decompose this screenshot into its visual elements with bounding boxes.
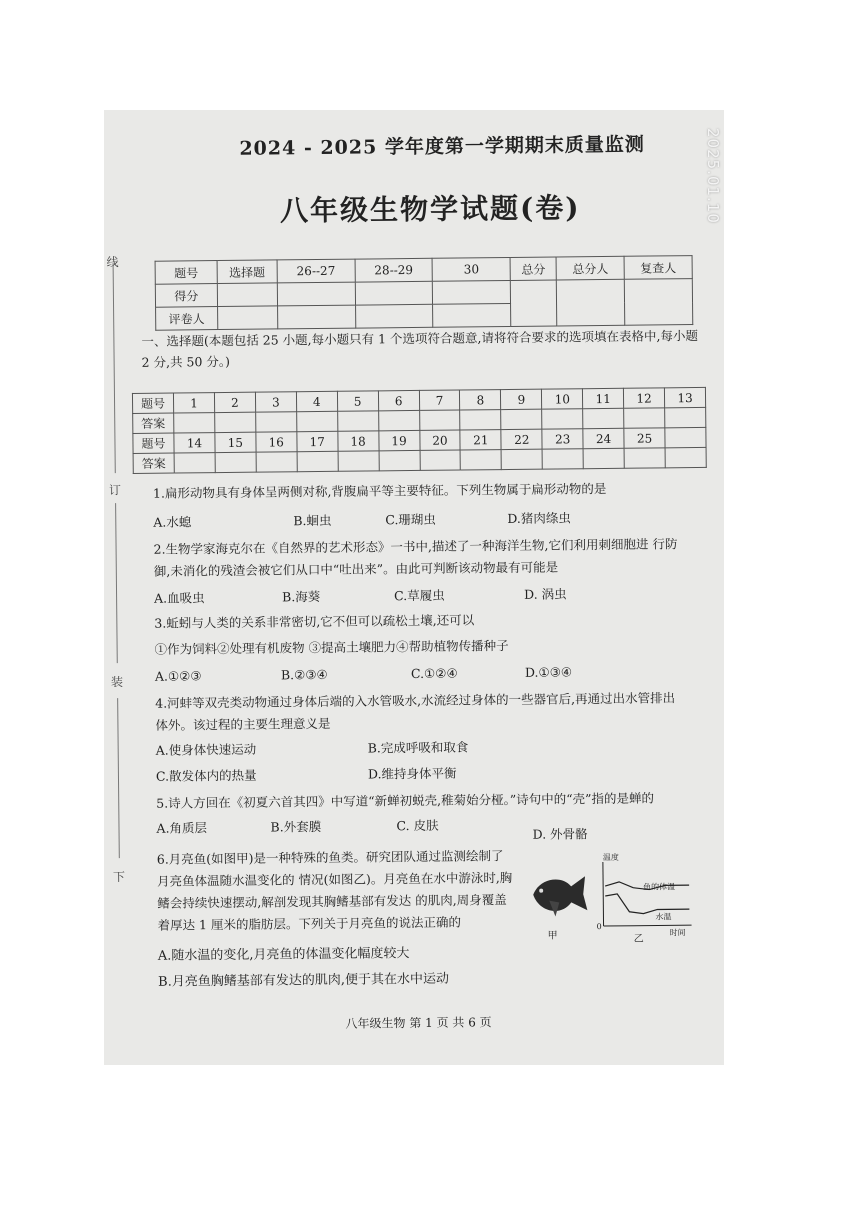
q1-option-c: C.珊瑚虫 [385,511,436,528]
q5-option-d: D. 外骨骼 [532,826,588,842]
grid-number-cell: 2 [214,392,255,412]
q1-option-a: A.水螅 [153,514,192,530]
grid-answer-cell[interactable] [542,449,583,469]
graph-y-label: 温度 [602,852,619,863]
score-cell [355,304,433,328]
question-1-stem: 1.扁形动物具有身体呈两侧对称,背腹扁平等主要特征。下列生物属于扁形动物的是 [152,480,607,501]
grid-number-cell: 25 [624,428,665,448]
grid-label-number: 题号 [133,433,174,453]
question-4-stem: 4.河蚌等双壳类动物通过身体后端的入水管吸水,水流经过身体的一些器官后,再通过出水管排出体外。该过程的主要生理意义是 [155,690,676,733]
page-footer: 八年级生物 第 1 页 共 6 页 [345,1015,492,1031]
q4-option-b: B.完成呼吸和取食 [367,739,469,756]
q5-option-a: A.角质层 [156,820,208,836]
q2-option-d: D. 涡虫 [523,586,567,602]
grid-answer-cell[interactable] [296,411,337,431]
q2-option-b: B.海葵 [282,588,321,605]
grid-answer-cell[interactable] [461,450,502,470]
grid-answer-cell[interactable] [174,413,215,433]
moonfish-figure [527,866,590,927]
q4-option-d: D.维持身体平衡 [367,765,457,782]
q4-option-c: C.散发体内的热量 [155,767,257,784]
label-jia: 甲 [547,930,558,942]
graph-x-axis [604,925,692,926]
q3-option-a: A.①②③ [154,668,202,684]
grid-answer-cell[interactable] [338,451,379,471]
score-table [155,255,694,331]
grid-number-cell: 5 [337,391,378,411]
graph-legend-water: 水温 [655,912,672,922]
grid-number-cell: 7 [419,390,460,410]
moonfish-body [533,876,587,911]
grid-label-answer: 答案 [133,413,174,433]
grid-answer-cell[interactable] [501,409,542,429]
score-row-label: 得分 [155,284,217,308]
score-header: 题号 [155,261,217,285]
scanned-page [104,110,724,1065]
side-mark-ding: 订 [108,483,122,498]
q5-option-c: C. 皮肤 [396,817,439,834]
score-header: 总分 [510,257,557,280]
score-header: 28--29 [355,258,433,282]
answer-grid [132,387,707,474]
q3-option-c: C.①②④ [410,665,458,682]
q1-option-d: D.猪肉绦虫 [507,510,571,527]
score-row-label: 评卷人 [156,307,218,331]
question-3-statements: ①作为饲料②处理有机废物 ③提高土壤肥力④帮助植物传播种子 [154,638,509,657]
side-mark-zhuang: 装 [110,675,124,690]
grid-number-cell: 12 [624,388,665,408]
score-cell [217,283,277,307]
grid-number-cell: 17 [297,431,338,451]
score-cell [277,305,355,329]
grid-label-answer: 答案 [133,453,174,473]
score-cell [433,303,511,327]
grid-number-cell: 10 [542,389,583,409]
grid-answer-cell[interactable] [297,451,338,471]
score-header: 复查人 [624,256,692,280]
grid-answer-cell[interactable] [583,448,624,468]
score-header: 26--27 [277,259,355,283]
score-cell [433,280,511,304]
q1-option-b: B.蛔虫 [293,512,332,529]
q6-option-a: A.随水温的变化,月亮鱼的体温变化幅度较大 [157,946,410,964]
grid-label-number: 题号 [132,393,173,413]
label-yi: 乙 [633,933,644,945]
graph-legend-body: 鱼的体温 [643,882,676,892]
grid-answer-cell[interactable] [215,412,256,432]
grid-answer-cell[interactable] [624,448,665,468]
grid-number-cell: 14 [174,433,215,453]
question-6-stem: 6.月亮鱼(如图甲)是一种特殊的鱼类。研究团队通过监测绘制了月亮鱼体温随水温变化的 情况(如图乙)。月亮鱼在水中游泳时,胸鳍会持续快速摆动,解剖发现其胸鳍基部有发达 的肌肉,周身覆盖着厚达 1 厘米的脂肪层。下列关于月亮鱼的说法正确的 [156,848,513,933]
grid-answer-cell[interactable] [378,410,419,430]
graph-y-axis [603,862,604,926]
q3-option-b: B.②③④ [280,666,328,683]
q4-option-a: A.使身体快速运动 [155,741,257,758]
grid-number-cell: 11 [583,388,624,408]
grid-answer-cell[interactable] [501,449,542,469]
grid-number-cell: 22 [501,429,542,449]
graph-x-label: 时间 [669,928,686,938]
exam-subject-title: 八年级生物学试题(卷) [279,191,581,228]
score-cell [355,281,433,305]
score-cell [624,279,692,326]
grid-number-cell: 13 [664,387,705,407]
q2-option-c: C.草履虫 [394,587,445,604]
date-stamp: 2025.01.10 [704,128,722,224]
grid-number-cell: 18 [338,431,379,451]
grid-answer-cell[interactable] [215,452,256,472]
q2-option-a: A.血吸虫 [154,590,205,606]
grid-number-cell: 16 [256,432,297,452]
graph-origin: 0 [596,922,602,932]
side-mark-xia: 下 [112,870,126,885]
grid-answer-cell[interactable] [379,450,420,470]
grid-number-cell: 6 [378,390,419,410]
grid-answer-cell[interactable] [256,452,297,472]
score-cell [277,282,355,306]
score-header: 选择题 [217,260,277,284]
question-2-stem: 2.生物学家海克尔在《自然界的艺术形态》一书中,描述了一种海洋生物,它们利用刺细胞进 行防御,未消化的残渣会被它们从口中“吐出来”。由此可判断该动物最有可能是 [153,536,678,579]
grid-number-cell: 15 [215,432,256,452]
grid-number-cell: 4 [296,391,337,411]
q5-option-b: B.外套膜 [270,818,322,835]
q6-option-b: B.月亮鱼胸鳍基部有发达的肌肉,便于其在水中运动 [158,971,450,990]
side-mark-xian: 线 [106,255,119,270]
grid-number-cell [665,427,706,447]
grid-answer-cell[interactable] [542,409,583,429]
score-header: 30 [432,257,510,281]
binding-line [113,263,116,473]
grid-number-cell: 20 [419,430,460,450]
water-temp-line [605,893,689,914]
section-intro: 一、选择题(本题包括 25 小题,每小题只有 1 个选项符合题意,请将符合要求的选项填在表格中,每小题 2 分,共 50 分。) [141,328,699,370]
score-header: 总分人 [556,256,624,280]
grid-number-cell: 21 [460,430,501,450]
grid-answer-cell[interactable] [419,410,460,430]
binding-line [115,503,118,663]
grid-number-cell: 8 [460,390,501,410]
grid-number-cell: 9 [501,389,542,409]
grid-answer-cell[interactable] [420,450,461,470]
grid-answer-cell[interactable] [460,410,501,430]
exam-term-title: 2024 - 2025 学年度第一学期期末质量监测 [239,133,645,160]
q3-option-d: D.①③④ [524,664,573,680]
grid-number-cell: 24 [583,428,624,448]
grid-answer-cell[interactable] [665,407,706,427]
score-cell [510,280,557,326]
grid-number-cell: 1 [173,393,214,413]
grid-answer-cell[interactable] [255,412,296,432]
score-cell [557,279,625,326]
page-content [104,110,724,1065]
grid-answer-cell[interactable] [337,411,378,431]
grid-answer-cell[interactable] [583,408,624,428]
grid-answer-cell[interactable] [624,408,665,428]
binding-line [117,698,120,858]
question-5-stem: 5.诗人方回在《初夏六首其四》中写道“新蝉初蜕壳,稚菊始分桠。”诗句中的“壳”指的是蝉的 [156,790,655,811]
grid-number-cell: 19 [378,430,419,450]
question-3-stem: 3.蚯蚓与人类的关系非常密切,它不但可以疏松土壤,还可以 [154,612,475,631]
grid-number-cell: 3 [255,392,296,412]
grid-answer-cell[interactable] [665,447,706,467]
score-cell [217,306,277,330]
grid-number-cell: 23 [542,429,583,449]
grid-answer-cell[interactable] [174,453,215,473]
